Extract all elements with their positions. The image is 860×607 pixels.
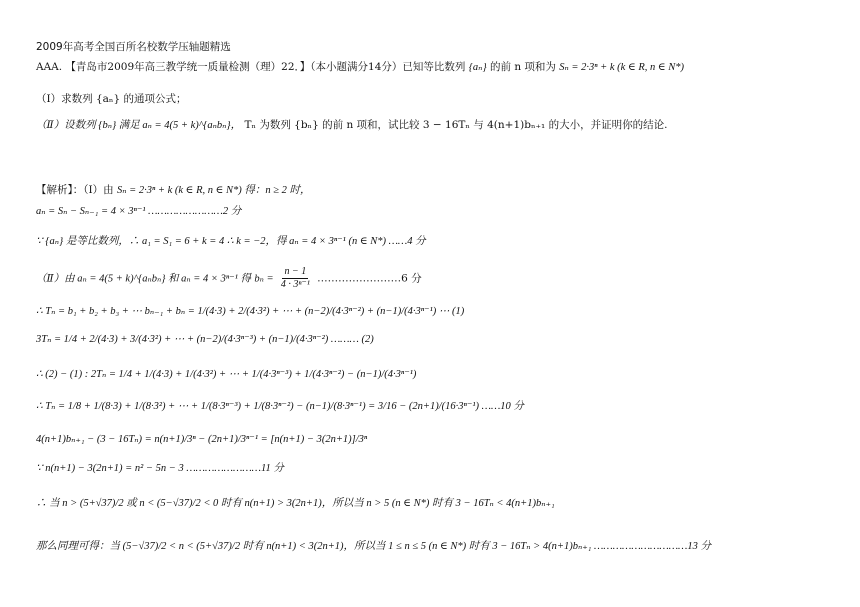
- problem-prefix: AAA.: [36, 61, 63, 73]
- bn-denominator: 4 · 3ⁿ⁻¹: [280, 279, 310, 290]
- solution-s4-tail: ……………………6 分: [317, 272, 422, 285]
- solution-s4-pre: （Ⅱ）由 aₙ = 4(5 + k)^{aₙbₙ} 和 aₙ = 4 × 3ⁿ⁻¹ 得: [36, 273, 251, 285]
- solution-line-7: ∴ (2) − (1) : 2Tₙ = 1/4 + 1/(4·3) + 1/(4·3²) + ⋯ + 1/(4·3ⁿ⁻³) + 1/(4·3ⁿ⁻²) − (n−1)/(4·3ⁿ⁻¹): [36, 369, 417, 380]
- problem-source: 【青岛市2009年高三教学统一质量检测（理）22．】（本小题满分14分）已知等比数列: [65, 61, 466, 73]
- solution-line-3: ∵ {aₙ} 是等比数列，∴ a₁ = S₁ = 6 + k = 4 ∴ k = −2，得 aₙ = 4 × 3ⁿ⁻¹ (n ∈ N*) ……4 分: [36, 236, 426, 247]
- problem-statement: [36, 60, 820, 75]
- solution-line-10: ∵ n(n+1) − 3(2n+1) = n² − 5n − 3 ……………………11 分: [36, 463, 284, 474]
- solution-line-9: 4(n+1)bₙ₊₁ − (3 − 16Tₙ) = n(n+1)/3ⁿ − (2n+1)/3ⁿ⁻¹ = [n(n+1) − 3(2n+1)]/3ⁿ: [36, 434, 368, 445]
- solution-line-1: [36, 183, 820, 198]
- bn-fraction: [279, 266, 312, 291]
- solution-line-2: aₙ = Sₙ − Sₙ₋₁ = 4 × 3ⁿ⁻¹ ……………………2 分: [36, 206, 242, 217]
- part-2-task: Tₙ 为数列 {bₙ} 的前 n 项和，试比较 3 − 16Tₙ 与 4(n+1)bₙ₊₁ 的大小，并证明你的结论.: [244, 119, 668, 131]
- solution-line-6: 3Tₙ = 1/4 + 2/(4·3) + 3/(4·3²) + ⋯ + (n−2)/(4·3ⁿ⁻³) + (n−1)/(4·3ⁿ⁻²) ……… (2): [36, 334, 374, 345]
- solution-line-5: ∴ Tₙ = b₁ + b₂ + b₃ + ⋯ bₙ₋₁ + bₙ = 1/(4·3) + 2/(4·3²) + ⋯ + (n−2)/(4·3ⁿ⁻²) + (n−1)/(4·3ⁿ⁻¹) ⋯ (1): [36, 306, 465, 317]
- bn-symbol: bₙ =: [254, 273, 274, 285]
- part-2-condition: （Ⅱ）设数列 {bₙ} 满足 aₙ = 4(5 + k)^{aₙbₙ}，: [36, 120, 242, 131]
- solution-line-4: [36, 266, 820, 291]
- sn-formula: Sₙ = 2·3ⁿ + k (k ∈ R, n ∈ N*): [559, 62, 685, 73]
- solution-line-12: 那么同理可得：当 (5−√37)/2 < n < (5+√37)/2 时有 n(n+1) < 3(2n+1)，所以当 1 ≤ n ≤ 5 (n ∈ N*) 时有 3 − 16Tₙ > 4(n+1)bₙ₊₁ …………………………13 分: [36, 541, 712, 552]
- part-1-question: （Ⅰ）求数列 {aₙ} 的通项公式；: [36, 93, 187, 105]
- solution-label: 【解析】：（Ⅰ）由: [36, 184, 114, 196]
- page-title: 2009年高考全国百所名校数学压轴题精选: [36, 41, 231, 53]
- solution-line-11: ∴ 当 n > (5+√37)/2 或 n < (5−√37)/2 < 0 时有 n(n+1) > 3(2n+1)，所以当 n > 5 (n ∈ N*) 时有 3 − 16Tₙ < 4(n+1)bₙ₊₁: [36, 498, 555, 509]
- solution-s1: Sₙ = 2·3ⁿ + k (k ∈ R, n ∈ N*) 得：n ≥ 2 时，: [117, 185, 311, 196]
- sequence-a: {aₙ}: [468, 62, 487, 73]
- part-2-question: [36, 118, 820, 133]
- problem-text: 的前 n 项和为: [489, 61, 556, 73]
- solution-line-8: ∴ Tₙ = 1/8 + 1/(8·3) + 1/(8·3²) + ⋯ + 1/(8·3ⁿ⁻³) + 1/(8·3ⁿ⁻²) − (n−1)/(8·3ⁿ⁻¹) = 3/16 − (2n+1)/(16·3ⁿ⁻¹) ……10 分: [36, 401, 524, 412]
- bn-numerator: n − 1: [284, 266, 307, 277]
